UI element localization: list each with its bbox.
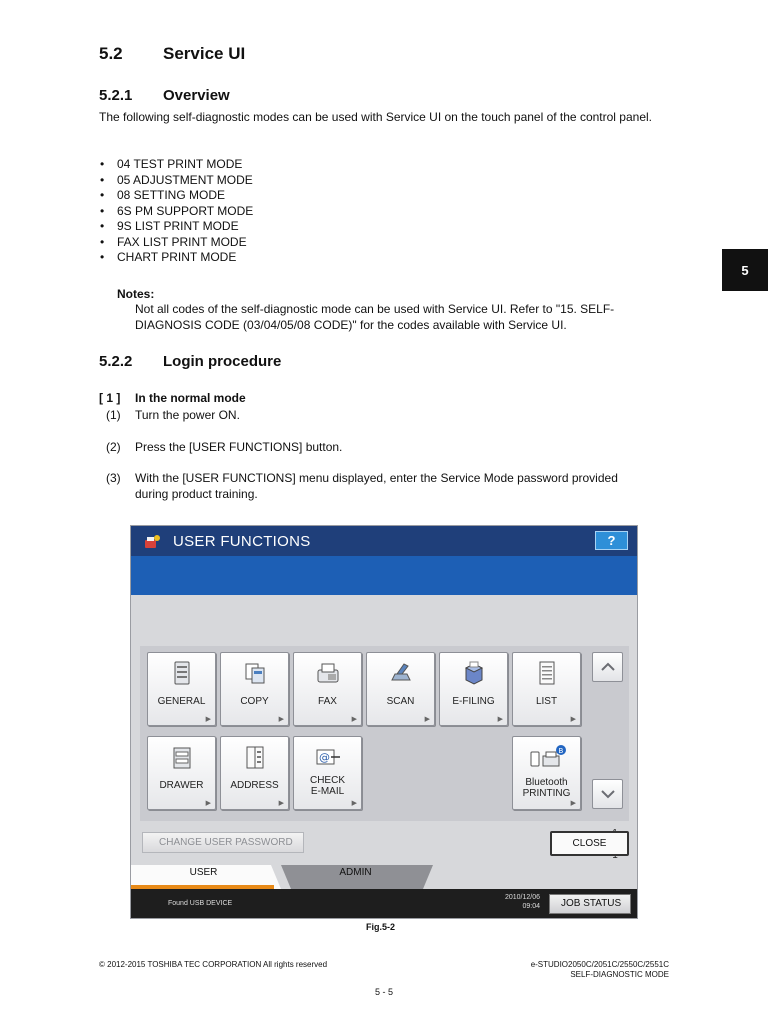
button-label: E-FILING bbox=[452, 696, 495, 707]
date-text: 2010/12/06 bbox=[504, 894, 540, 901]
address-button[interactable] bbox=[220, 736, 289, 810]
list-icon bbox=[535, 660, 559, 686]
step-text bbox=[135, 471, 655, 502]
list-item: • 6S PM SUPPORT MODE bbox=[100, 204, 253, 220]
chapter-tab: 5 bbox=[722, 249, 768, 291]
drawer-icon bbox=[170, 744, 194, 770]
model-name: e-STUDIO2050C/2051C/2550C/2551C bbox=[530, 960, 669, 969]
button-label: COPY bbox=[240, 696, 269, 707]
arrow-icon: ▶ bbox=[205, 716, 211, 723]
svg-text:@: @ bbox=[319, 751, 330, 764]
bluetooth-printing-button[interactable] bbox=[512, 736, 581, 810]
list-item: • 05 ADJUSTMENT MODE bbox=[100, 173, 253, 189]
step-number: (2) bbox=[106, 440, 121, 454]
change-password-label: CHANGE USER PASSWORD bbox=[159, 837, 293, 848]
arrow-icon: ▶ bbox=[278, 800, 284, 807]
arrow-icon: ▶ bbox=[570, 716, 576, 723]
check-email-button[interactable] bbox=[293, 736, 362, 810]
function-panel bbox=[140, 646, 629, 821]
screen-title: USER FUNCTIONS bbox=[173, 532, 311, 550]
step-line: With the [USER FUNCTIONS] menu displayed, enter the Service Mode password provided bbox=[135, 471, 618, 485]
title-bar bbox=[131, 526, 637, 556]
button-label: GENERAL bbox=[157, 696, 206, 707]
date-time bbox=[486, 893, 540, 911]
notes-line: Not all codes of the self-diagnostic mode can be used with Service UI. Refer to "15. SELF- bbox=[135, 302, 615, 316]
fax-button[interactable] bbox=[293, 652, 362, 726]
label-line: CHECK bbox=[309, 775, 345, 786]
subsection-number: 5.2.1 bbox=[99, 87, 133, 104]
arrow-icon: ▶ bbox=[424, 716, 430, 723]
step-line: Turn the power ON. bbox=[135, 408, 240, 422]
efiling-icon bbox=[462, 660, 486, 686]
chapter-name: SELF-DIAGNOSTIC MODE bbox=[570, 970, 669, 979]
section-heading bbox=[99, 44, 245, 64]
address-icon bbox=[243, 744, 267, 770]
job-status-button[interactable] bbox=[549, 894, 631, 914]
notes-line: DIAGNOSIS CODE (03/04/05/08 CODE)" for the codes available with Service UI. bbox=[135, 317, 567, 332]
footer-model bbox=[531, 960, 669, 980]
step-number: (1) bbox=[106, 408, 121, 422]
scroll-down-button[interactable] bbox=[592, 779, 623, 809]
list-item: • 08 SETTING MODE bbox=[100, 188, 253, 204]
page-number: 5 - 5 bbox=[374, 987, 393, 997]
user-functions-icon bbox=[143, 534, 161, 550]
step-line: Press the [USER FUNCTIONS] button. bbox=[135, 440, 343, 454]
overview-paragraph: The following self-diagnostic modes can be used with Service UI on the touch panel of the control panel. bbox=[99, 110, 652, 124]
time-text: 09:04 bbox=[522, 903, 540, 910]
status-message: Found USB DEVICE bbox=[168, 900, 233, 907]
figure-caption: Fig.5-2 bbox=[366, 922, 396, 932]
label-line: E-MAIL bbox=[310, 786, 345, 797]
arrow-icon: ▶ bbox=[205, 800, 211, 807]
drawer-button[interactable] bbox=[147, 736, 216, 810]
label-line: PRINTING bbox=[522, 788, 571, 799]
step-group-number: [ 1 ] bbox=[99, 391, 121, 405]
general-button[interactable] bbox=[147, 652, 216, 726]
button-label: SCAN bbox=[386, 696, 415, 707]
button-label bbox=[294, 775, 361, 797]
tab-user[interactable]: USER bbox=[189, 867, 218, 878]
subsection-heading-overview bbox=[99, 87, 230, 104]
list-item: • FAX LIST PRINT MODE bbox=[100, 235, 253, 251]
tab-bar bbox=[131, 863, 637, 889]
button-label: LIST bbox=[535, 696, 558, 707]
arrow-icon: ▶ bbox=[497, 716, 503, 723]
notes-label: Notes: bbox=[117, 287, 155, 301]
svg-text:B: B bbox=[558, 747, 564, 755]
step-text bbox=[135, 440, 655, 456]
list-button[interactable] bbox=[512, 652, 581, 726]
fax-icon bbox=[316, 660, 340, 686]
job-status-label: JOB STATUS bbox=[561, 898, 622, 909]
button-label: DRAWER bbox=[159, 780, 204, 791]
status-bar bbox=[131, 889, 637, 919]
user-functions-screen bbox=[130, 525, 638, 919]
arrow-icon: ▶ bbox=[351, 800, 357, 807]
button-label: FAX bbox=[318, 696, 337, 707]
tab-admin[interactable]: ADMIN bbox=[339, 867, 372, 878]
scan-button[interactable] bbox=[366, 652, 435, 726]
bluetooth-printer-icon bbox=[527, 744, 567, 770]
arrow-icon: ▶ bbox=[570, 800, 576, 807]
section-title: Service UI bbox=[163, 44, 246, 63]
chevron-up-icon bbox=[600, 662, 616, 672]
subsection-title: Login procedure bbox=[163, 353, 282, 370]
subsection-title: Overview bbox=[163, 87, 230, 104]
email-icon bbox=[316, 744, 340, 770]
arrow-icon: ▶ bbox=[278, 716, 284, 723]
arrow-icon: ▶ bbox=[351, 716, 357, 723]
help-button[interactable]: ? bbox=[595, 531, 628, 550]
message-area bbox=[131, 556, 637, 595]
notes-text bbox=[135, 302, 675, 333]
list-item: • CHART PRINT MODE bbox=[100, 250, 253, 266]
close-button[interactable]: CLOSE bbox=[550, 831, 629, 856]
section-number: 5.2 bbox=[99, 44, 123, 63]
footer-copyright: © 2012-2015 TOSHIBA TEC CORPORATION All rights reserved bbox=[99, 960, 328, 969]
scan-icon bbox=[389, 660, 413, 686]
list-item: • 04 TEST PRINT MODE bbox=[100, 157, 253, 173]
general-icon bbox=[170, 660, 194, 686]
chevron-down-icon bbox=[600, 789, 616, 799]
list-item: • 9S LIST PRINT MODE bbox=[100, 219, 253, 235]
subsection-number: 5.2.2 bbox=[99, 353, 133, 370]
change-password-button[interactable] bbox=[142, 832, 304, 853]
step-text bbox=[135, 408, 655, 424]
button-label: ADDRESS bbox=[230, 780, 279, 791]
step-line: during product training. bbox=[135, 486, 258, 501]
step-group-heading bbox=[99, 391, 246, 405]
button-label bbox=[513, 777, 580, 799]
scroll-up-button[interactable] bbox=[592, 652, 623, 682]
copy-icon bbox=[243, 660, 267, 686]
mode-list bbox=[100, 157, 253, 266]
copy-button[interactable] bbox=[220, 652, 289, 726]
efiling-button[interactable] bbox=[439, 652, 508, 726]
step-group-title: In the normal mode bbox=[135, 391, 246, 405]
step-number: (3) bbox=[106, 471, 121, 485]
label-line: Bluetooth bbox=[525, 777, 568, 788]
subsection-heading-login bbox=[99, 353, 281, 370]
